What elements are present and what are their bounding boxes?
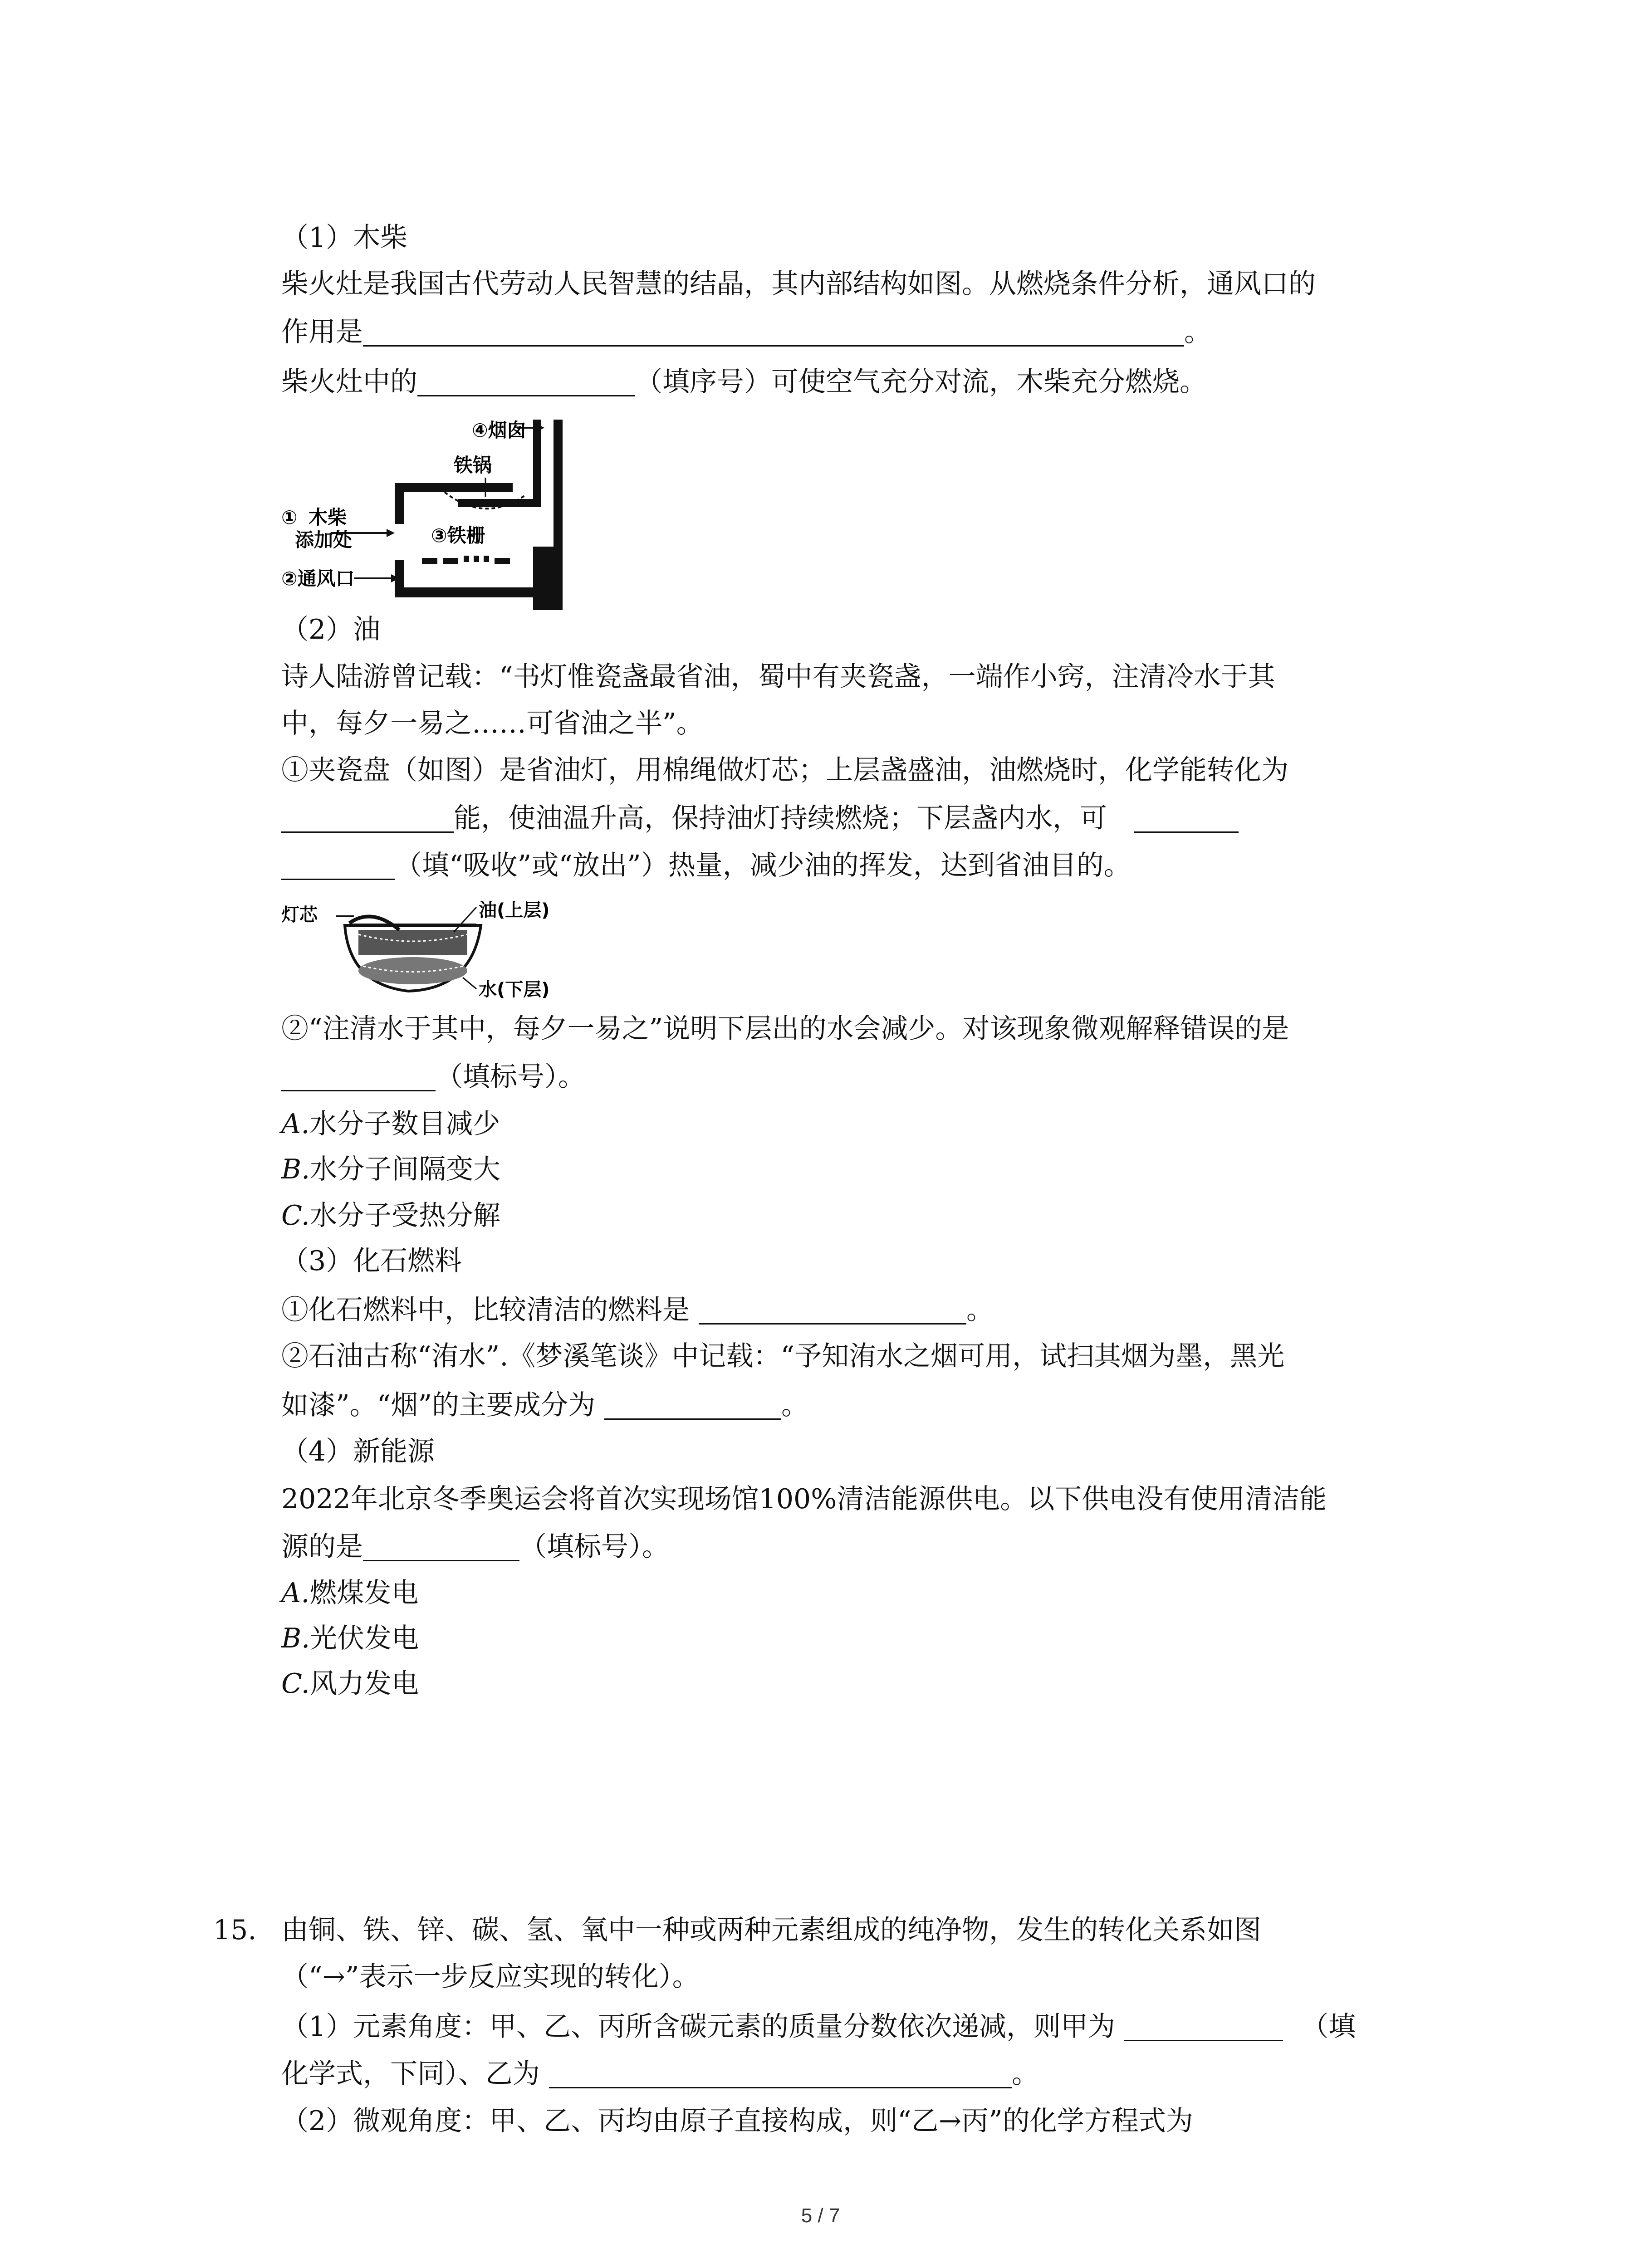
option-b: B.水分子间隔变大 — [281, 1154, 501, 1185]
section-3-heading: （3）化石燃料 — [281, 1245, 462, 1277]
wick-label: 灯芯 — [281, 904, 318, 925]
section-4-heading: （4）新能源 — [281, 1436, 435, 1467]
option-a: A.水分子数目减少 — [281, 1108, 500, 1140]
s2-q1-line-3: （填“吸收”或“放出”）热量，减少油的挥发，达到省油目的。 — [281, 847, 1131, 884]
s2-q2-line-2: （填标号）。 — [281, 1059, 585, 1095]
q15-part-1-line-1: （1）元素角度：甲、乙、丙所含碳元素的质量分数依次递减，则甲为 （填 — [281, 2011, 1356, 2043]
answer-blank[interactable] — [1124, 2014, 1283, 2041]
page-number: 5 / 7 — [801, 2204, 840, 2227]
vent-label: ②通风口 — [281, 567, 355, 590]
s2-q2-line-1: ②“注清水于其中，每夕一易之”说明下层出的水会减少。对该现象微观解释错误的是 — [281, 1013, 1289, 1045]
s2-para-2: 中，每夕一易之……可省油之半”。 — [281, 708, 704, 739]
s1-line-2: 作用是 。 — [281, 316, 1211, 348]
s1-line-3: 柴火灶中的 （填序号）可使空气充分对流，木柴充分燃烧。 — [281, 366, 1207, 398]
s3-q2-line-2: 如漆”。“烟”的主要成分为 。 — [281, 1389, 809, 1421]
chimney-label: ④烟囱 — [472, 419, 526, 441]
wood-label: 木柴 — [309, 506, 347, 528]
option-b: B.光伏发电 — [281, 1623, 419, 1654]
s3-q2-line-1: ②石油古称“洧水”.《梦溪笔谈》中记载：“予知洧水之烟可用，试扫其烟为墨，黑光 — [281, 1340, 1285, 1372]
answer-blank[interactable] — [363, 320, 1184, 347]
s2-q1-line-1: ①夹瓷盘（如图）是省油灯，用棉绳做灯芯；上层盏盛油，油燃烧时，化学能转化为 — [281, 754, 1288, 786]
oil-lamp-diagram — [281, 898, 590, 1007]
s1-line-1: 柴火灶是我国古代劳动人民智慧的结晶，其内部结构如图。从燃烧条件分析，通风口的 — [281, 268, 1316, 300]
oil-label: 油(上层) — [479, 900, 550, 921]
s2-para-1: 诗人陆游曾记载：“书灯惟瓷盏最省油，蜀中有夹瓷盏，一端作小窍，注清冷水于其 — [281, 661, 1275, 693]
answer-blank[interactable] — [417, 370, 635, 396]
answer-blank[interactable] — [281, 806, 454, 833]
q15-part-1-line-2: 化学式，下同）、乙为 。 — [281, 2058, 1039, 2090]
q15-line-1: 由铜、铁、锌、碳、氢、氧中一种或两种元素组成的纯净物，发生的转化关系如图 — [281, 1914, 1261, 1946]
stove-diagram — [281, 411, 599, 610]
section-2-heading: （2）油 — [281, 614, 381, 645]
s4-line-1: 2022年北京冬季奥运会将首次实现场馆100%清洁能源供电。以下供电没有使用清洁能 — [281, 1483, 1327, 1515]
q15-part-2-line-1: （2）微观角度：甲、乙、丙均由原子直接构成，则“乙→丙”的化学方程式为 — [281, 2105, 1193, 2137]
question-15-number: 15. — [213, 1914, 257, 1946]
option-c: C.水分子受热分解 — [281, 1200, 500, 1232]
answer-blank[interactable] — [281, 1065, 436, 1091]
answer-blank[interactable] — [549, 2062, 1012, 2088]
answer-blank[interactable] — [281, 853, 395, 880]
water-label: 水(下层) — [479, 979, 550, 1000]
s4-line-2: 源的是 （填标号）。 — [281, 1531, 669, 1563]
grate-label: ③铁栅 — [431, 524, 485, 547]
wood-label-2: 添加处 — [295, 529, 353, 551]
option-a: A.燃煤发电 — [281, 1577, 419, 1609]
answer-blank[interactable] — [699, 1298, 966, 1325]
answer-blank[interactable] — [1134, 806, 1239, 833]
s3-q1: ①化石燃料中，比较清洁的燃料是 。 — [281, 1294, 994, 1326]
pot-label: 铁锅 — [454, 454, 492, 476]
s2-q1-line-2: 能，使油温升高，保持油灯持续燃烧；下层盏内水，可 — [281, 800, 1239, 836]
wood-number: ① — [281, 506, 298, 528]
answer-blank[interactable] — [363, 1535, 519, 1561]
q15-line-2: （“→”表示一步反应实现的转化）。 — [281, 1961, 700, 1993]
answer-blank[interactable] — [604, 1393, 781, 1420]
section-1-heading: （1）木柴 — [281, 222, 408, 254]
option-c: C.风力发电 — [281, 1668, 419, 1700]
